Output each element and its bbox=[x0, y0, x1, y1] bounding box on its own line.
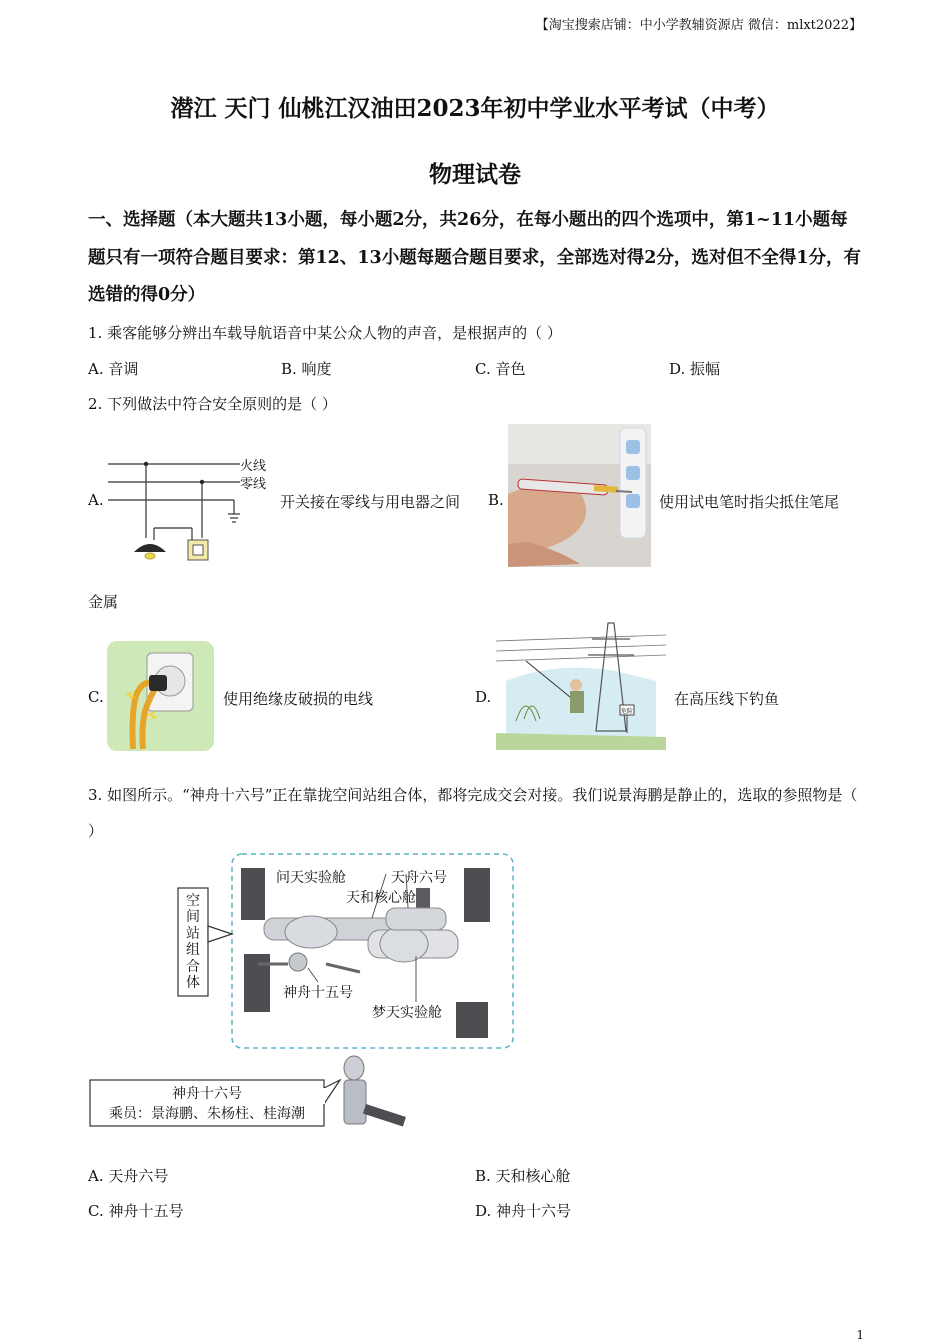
station-combo-label: 空间站组合体 bbox=[186, 893, 200, 992]
q2-b-continuation: 金属 bbox=[88, 593, 119, 611]
mengtian-label: 梦天实验舱 bbox=[372, 1005, 442, 1021]
exam-subtitle: 物理试卷 bbox=[429, 161, 521, 188]
q1-stem: 1. 乘客能够分辨出车载导航语音中某公众人物的声音，是根据声的（ ） bbox=[88, 324, 562, 342]
live-wire-label: 火线 bbox=[240, 459, 267, 474]
tianhe-label: 天和核心舱 bbox=[346, 890, 416, 906]
q3-option-a: A. 天舟六号 bbox=[88, 1167, 169, 1185]
test-pen-photo bbox=[508, 424, 651, 567]
q2-d-text: 在高压线下钓鱼 bbox=[674, 690, 780, 708]
q2-stem: 2. 下列做法中符合安全原则的是（ ） bbox=[88, 395, 337, 413]
q1-option-a: A. 音调 bbox=[88, 360, 139, 378]
q3-option-d: D. 神舟十六号 bbox=[475, 1202, 572, 1220]
fishing-under-power-line-illustration bbox=[496, 621, 666, 750]
exam-title: 潜江 天门 仙桃江汉油田2023年初中学业水平考试（中考） bbox=[170, 95, 780, 122]
q2-b-letter: B. bbox=[488, 491, 504, 509]
q3-stem: 3. 如图所示。“神舟十六号”正在靠拢空间站组合体，都将完成交会对接。我们说景海鹏是静止的，选取的参照物是（ ） bbox=[88, 786, 858, 840]
q2-c-letter: C. bbox=[88, 688, 104, 706]
q2-d-letter: D. bbox=[475, 688, 492, 706]
wentian-label: 问天实验舱 bbox=[276, 870, 346, 886]
q3-option-b: B. 天和核心舱 bbox=[475, 1167, 571, 1185]
shenzhou15-label: 神舟十五号 bbox=[283, 985, 353, 1001]
q2-a-letter: A. bbox=[88, 491, 104, 509]
header-note: 【淘宝搜索店铺：中小学教辅资源店 微信：mlxt2022】 bbox=[535, 18, 862, 33]
shenzhou16-title: 神舟十六号 bbox=[172, 1086, 242, 1102]
shenzhou16-crew: 乘员：景海鹏、朱杨柱、桂海潮 bbox=[109, 1106, 305, 1122]
damaged-wire-illustration bbox=[107, 641, 214, 751]
neutral-wire-label: 零线 bbox=[240, 477, 267, 492]
q1-option-c: C. 音色 bbox=[475, 360, 526, 378]
q2-c-text: 使用绝缘皮破损的电线 bbox=[223, 690, 374, 708]
q3-option-c: C. 神舟十五号 bbox=[88, 1202, 184, 1220]
q1-option-b: B. 响度 bbox=[281, 360, 332, 378]
danger-sign: 危险 bbox=[621, 708, 634, 715]
section-heading: 一、选择题（本大题共13小题，每小题2分，共26分，在每小题出的四个选项中，第1~11小题每题只有一项符合题目要求：第12、13小题每题合题目要求，全部选对得2分，选对但不全得1分，有选错的得0分） bbox=[88, 210, 862, 305]
q2-b-text: 使用试电笔时指尖抵住笔尾 bbox=[659, 493, 840, 511]
page-number: 1 bbox=[856, 1328, 864, 1342]
q1-option-d: D. 振幅 bbox=[669, 360, 721, 378]
tianzhou6-label: 天舟六号 bbox=[391, 870, 447, 886]
q2-a-text: 开关接在零线与用电器之间 bbox=[280, 493, 461, 511]
